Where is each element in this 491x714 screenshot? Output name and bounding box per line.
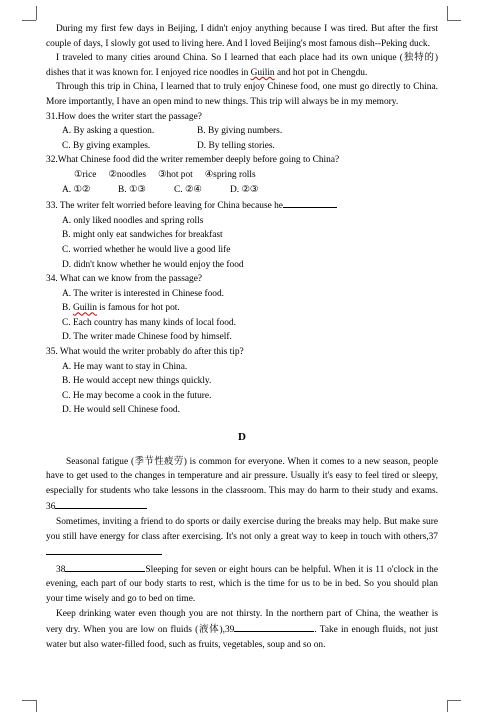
option-d: D. ②③ (230, 184, 259, 195)
question-35-stem: 35. What would the writer probably do after this tip? (46, 347, 244, 358)
text-segment: Sleeping for seven or eight hours can be helpful. When it is 11 o'clock in the evening, each part of our body starts to rest, which is the time for us to be in bed. So you should plan your time wisely and go to bed on time. (46, 564, 438, 604)
section-d-paragraph-2 (46, 515, 438, 561)
option-d: D. didn't know whether he would enjoy the food (62, 259, 244, 270)
choice-4: ④spring rolls (204, 169, 256, 180)
option-c: C. By giving examples. (62, 140, 151, 151)
question-31-options-row-1 (62, 124, 438, 139)
option-b (62, 301, 438, 316)
option-a: A. By asking a question. (62, 126, 155, 137)
document-page (46, 22, 438, 652)
option-c: C. ②④ (174, 184, 202, 195)
answer-blank-39 (234, 621, 314, 632)
option-b: B. might only eat sandwiches for breakfast (62, 230, 223, 241)
option-a: A. only liked noodles and spring rolls (62, 215, 204, 226)
crop-mark-top-right-h (447, 20, 461, 21)
option-d: D. He would sell Chinese food. (62, 405, 180, 416)
blank-number-38: 38 (56, 564, 66, 575)
text-segment: . Take in enough fluids, not just water but also water-filled food, such as fruits, vegetables, soup and so on. (46, 625, 438, 650)
crop-mark-top-left-h (22, 20, 36, 21)
option-a: A. The writer is interested in Chinese food. (62, 288, 225, 299)
option-c: C. worried whether he would live a good life (62, 244, 231, 255)
text-segment: I traveled to many cities around China. So I learned that each place had its own unique (独特的) dishes that it was known for. I enjoyed rice noodles in (46, 53, 438, 78)
text-segment: Keep drinking water even though you are not thirsty. In the northern part of China, the weather is very dry. When you are low on fluids (液体),39 (46, 608, 438, 636)
question-34-stem: 34. What can we know from the passage? (46, 274, 203, 285)
text-segment: and hot pot in Chengdu. (274, 67, 368, 78)
question-33-stem (46, 197, 438, 214)
question-32-stem: 32.What Chinese food did the writer remember deeply before going to China? (46, 155, 340, 166)
section-d-paragraph-1 (46, 455, 438, 515)
crop-mark-bottom-right-v (447, 700, 448, 712)
choice-3: ③hot pot (158, 169, 193, 180)
section-d-heading: D (238, 431, 246, 444)
choice-1: ①rice (74, 169, 97, 180)
text-segment: Sometimes, inviting a friend to do sports or daily exercise during the breaks may help. But make sure you still have energy for class after exercising. It's not only a great way to keep in touch with others,37 (46, 517, 438, 542)
proper-noun-guilin: Guilin (72, 303, 97, 314)
option-a: A. ①② (62, 184, 91, 195)
passage-c-paragraph-1: During my first few days in Beijing, I didn't enjoy anything because I was tired. But after the first couple of days, I slowly got used to living here. And I loved Beijing's most famous dish--Peking duck. (46, 24, 438, 49)
text-segment: is famous for hot pot. (96, 303, 180, 314)
option-c: C. Each country has many kinds of local food. (62, 317, 236, 328)
answer-blank (283, 197, 337, 208)
option-d: D. The writer made Chinese food by himself. (62, 332, 232, 343)
text-segment: Seasonal fatigue (季节性疲劳) is common for everyone. When it comes to a new season, people have to get used to the changes in temperature and air pressure. Usually it's easy to feel tired or sleepy, especially for students who take lessons in the classroom. This may do harm to their study and exams. 36 (46, 456, 438, 513)
option-d: D. By telling stories. (197, 140, 275, 151)
passage-c-paragraph-3: Through this trip in China, I learned that to truly enjoy Chinese food, one must go directly to China. More importantly, I have an open mind to new things. This trip will always be in my memory. (46, 82, 438, 107)
section-d-paragraph-3 (46, 561, 438, 607)
crop-mark-bottom-right-h (447, 700, 461, 701)
option-a: A. He may want to stay in China. (62, 361, 188, 372)
crop-mark-top-right-v (447, 6, 448, 20)
option-c: C. He may become a cook in the future. (62, 390, 212, 401)
question-32-options (62, 183, 438, 198)
answer-blank-38 (65, 561, 145, 572)
answer-blank-37 (46, 544, 162, 555)
question-31-stem: 31.How does the writer start the passage? (46, 111, 202, 122)
choice-2: ②noodles (108, 169, 147, 180)
option-b: B. He would accept new things quickly. (62, 376, 212, 387)
question-32-choices (74, 168, 438, 183)
answer-blank-36 (55, 498, 147, 509)
text-segment: B. (62, 303, 73, 314)
crop-mark-bottom-left-h (22, 700, 36, 701)
proper-noun-guilin: Guilin (250, 67, 275, 78)
passage-c-paragraph-2 (46, 51, 438, 80)
question-text: 33. The writer felt worried before leaving for China because he (46, 201, 283, 212)
crop-mark-bottom-left-v (36, 700, 37, 712)
option-b: B. ①③ (118, 184, 146, 195)
option-b: B. By giving numbers. (197, 126, 283, 137)
section-d-paragraph-4 (46, 607, 438, 653)
crop-mark-top-left-v (36, 6, 37, 20)
question-31-options-row-2 (62, 139, 438, 154)
